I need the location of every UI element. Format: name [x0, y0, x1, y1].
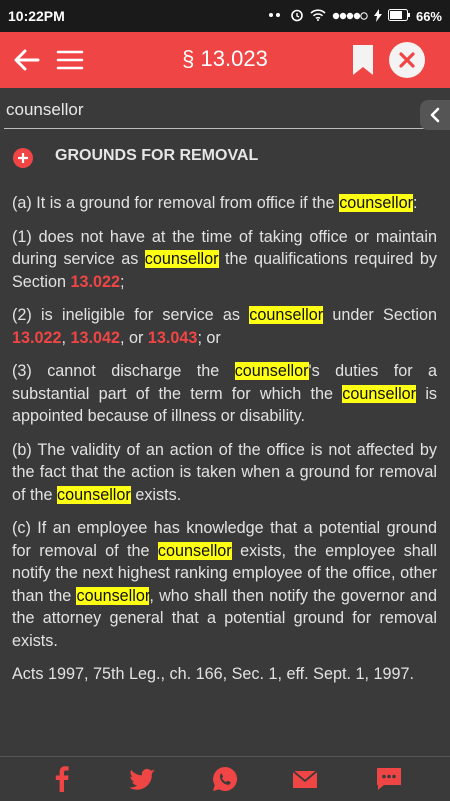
alarm-icon — [290, 8, 304, 25]
search-highlight: counsellor — [339, 194, 413, 212]
search-highlight: counsellor — [234, 362, 309, 380]
signal-strength-icon — [332, 9, 368, 24]
plus-icon[interactable] — [13, 148, 33, 168]
search-bar[interactable] — [0, 88, 450, 132]
share-bar — [0, 756, 450, 801]
status-icons — [268, 8, 442, 25]
bookmark-icon[interactable] — [352, 44, 374, 76]
close-icon[interactable] — [389, 42, 425, 78]
whatsapp-icon[interactable] — [210, 765, 240, 793]
paragraph-b: (b) The validity of an action of the office is not affected by the fact that the action is taken when a ground for removal of the counsellor exists. — [12, 440, 437, 504]
twitter-icon[interactable] — [127, 765, 157, 793]
search-query[interactable]: counsellor — [6, 100, 84, 119]
section-link[interactable]: 13.022 — [70, 272, 121, 291]
statute-text — [12, 192, 437, 697]
paragraph-c: (c) If an employee has knowledge that a potential ground for removal of the counsellor exists, the employee shall notify the next highest ranking employee of the office, other than the counsellor, who shall then notify the governor and the attorney general that a potential ground for removal exists. — [12, 519, 438, 650]
section-title: GROUNDS FOR REMOVAL — [55, 147, 259, 164]
search-highlight: counsellor — [342, 384, 417, 403]
search-highlight: counsellor — [157, 541, 232, 560]
section-link[interactable]: 13.043 — [147, 328, 198, 347]
paragraph-2: (2) is ineligible for service as counsellor under Section 13.022, 13.042, or 13.043; or — [12, 306, 438, 347]
battery-percent: 66% — [415, 9, 442, 24]
search-underline — [4, 128, 430, 129]
search-highlight: counsellor — [249, 306, 324, 324]
status-bar — [0, 0, 450, 32]
status-time: 10:22PM — [8, 8, 65, 24]
source-note: Acts 1997, 75th Leg., ch. 166, Sec. 1, eff. Sept. 1, 1997. — [12, 665, 414, 683]
charging-icon — [374, 9, 382, 25]
message-icon[interactable] — [374, 765, 404, 793]
paragraph-3: (3) cannot discharge the counsellor's duties for a substantial part of the term for which the counsellor is appointed because of illness or disability. — [12, 362, 438, 425]
battery-icon — [388, 9, 410, 24]
paragraph-a: (a) It is a ground for removal from office if the counsellor: — [12, 194, 418, 212]
section-link[interactable]: 13.022 — [12, 328, 62, 347]
search-highlight: counsellor — [76, 586, 150, 605]
facebook-icon[interactable] — [47, 765, 77, 793]
paragraph-1: (1) does not have at the time of taking office or maintain during service as counsellor the qualifications required by Section 13.022; — [12, 227, 437, 291]
wifi-icon — [310, 9, 326, 24]
signal-dots-icon — [268, 9, 284, 24]
section-header[interactable] — [0, 140, 450, 176]
search-highlight: counsellor — [144, 250, 219, 268]
app-bar — [0, 32, 450, 88]
section-link[interactable]: 13.042 — [70, 328, 121, 347]
email-icon[interactable] — [290, 765, 320, 793]
collapse-chevron-icon[interactable] — [420, 100, 450, 130]
search-highlight: counsellor — [57, 485, 131, 504]
page-title: § 13.023 — [182, 46, 268, 71]
